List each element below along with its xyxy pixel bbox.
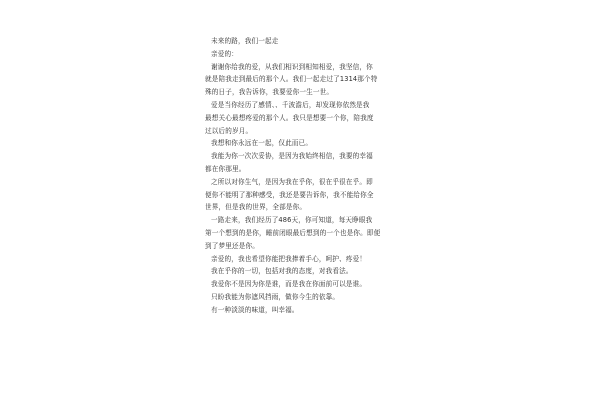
text-line: 到了梦里还是你。 — [205, 241, 259, 250]
text-line: 一路走来，我们经历了486天，你可知道，每天睁眼我 — [211, 216, 373, 225]
text-line: 只盼我能为你遮风挡雨，做你今生的依靠。 — [211, 292, 340, 301]
text-line: 我想和你永远在一起，仅此而已。 — [211, 139, 313, 148]
text-line: 世界，但是我的世界，全部是你。 — [205, 203, 307, 212]
text-line: 我在乎你的一切，包括对我的态度，对我看法。 — [211, 267, 353, 276]
text-line: 亲爱的，我也希望你能把我捧着手心，呵护、疼爱！ — [211, 254, 367, 263]
text-line: 谢谢你给我的爱，从我们相识到相知相爱，我坚信，你 — [211, 62, 373, 71]
text-line: 就是陪我走到最后的那个人。我们一起走过了1314那个特 — [205, 75, 378, 84]
text-line: 过以后的岁月。 — [205, 126, 253, 135]
text-line: 便你不能明了那种感受，我还是要告诉你，我不能给你全 — [205, 190, 374, 199]
letter-title: 未来的路，我们一起走 — [211, 37, 279, 45]
salutation: 亲爱的： — [211, 49, 238, 58]
text-line: 殊的日子，我告诉你，我要爱你一生一世。 — [205, 88, 334, 97]
letter-body — [205, 35, 395, 317]
text-line: 爱是当你经历了感情、、千波澹后，却发现你依然是我 — [211, 100, 370, 109]
text-line: 都在你那里。 — [205, 164, 246, 173]
closing-line: 有一种淡淡的味道，叫幸福。 — [211, 305, 299, 314]
text-line: 我爱你不是因为你是谁，而是我在你面前可以是谁。 — [211, 280, 367, 289]
text-line: 之所以对你生气，是因为我在乎你，很在乎很在乎。即 — [211, 177, 373, 186]
text-line: 最想关心最想疼爱的那个人。我只是想要一个你，陪我度 — [205, 113, 374, 122]
text-line: 我能为你一次次妥协，是因为我始终相信，我要的幸福 — [211, 152, 373, 161]
text-line: 第一个想到的是你，睡前闭眼最后想到的一个也是你。即便 — [205, 228, 381, 237]
